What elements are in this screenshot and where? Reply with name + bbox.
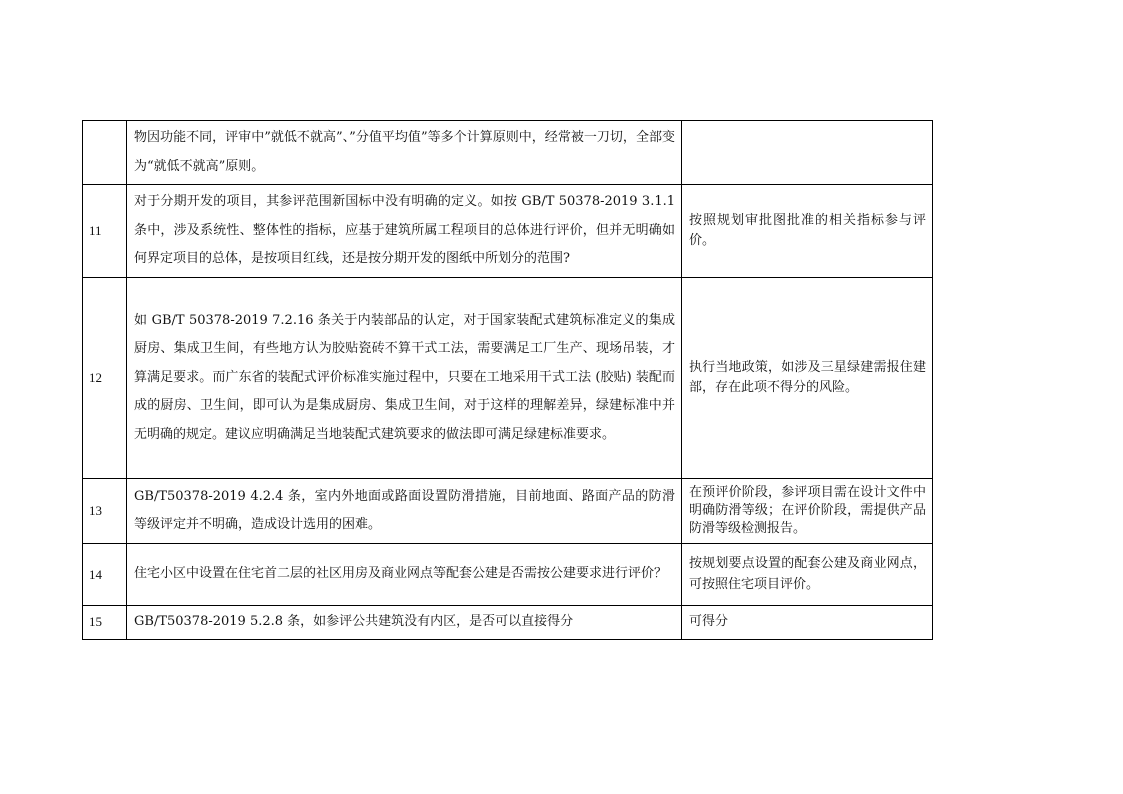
row-number: 13 xyxy=(83,479,127,544)
answer-cell: 按照规划审批图批准的相关指标参与评价。 xyxy=(682,185,933,278)
question-cell: 如 GB/T 50378-2019 7.2.16 条关于内装部品的认定，对于国家装配式建筑标准定义的集成厨房、集成卫生间，有些地方认为胶贴瓷砖不算干式工法，需要满足工厂生产、现场吊装，才算满足要求。而广东省的装配式评价标准实施过程中，只要在工地采用干式工法 (胶贴) 装配而成的厨房、卫生间，即可认为是集成厨房、集成卫生间，对于这样的理解差异，绿建标准中并无明确的规定。建议应明确满足当地装配式建筑要求的做法即可满足绿建标准要求。 xyxy=(127,278,682,479)
row-number: 11 xyxy=(83,185,127,278)
question-cell: 对于分期开发的项目，其参评范围新国标中没有明确的定义。如按 GB/T 50378-2019 3.1.1条中，涉及系统性、整体性的指标，应基于建筑所属工程项目的总体进行评价，但并无明确如何界定项目的总体，是按项目红线，还是按分期开发的图纸中所划分的范围? xyxy=(127,185,682,278)
row-number xyxy=(83,121,127,185)
table-row xyxy=(83,544,933,606)
row-number: 14 xyxy=(83,544,127,606)
qa-table xyxy=(82,120,933,640)
question-cell: GB/T50378-2019 5.2.8 条，如参评公共建筑没有内区，是否可以直接得分 xyxy=(127,606,682,640)
table-row xyxy=(83,121,933,185)
table-row xyxy=(83,185,933,278)
table-row xyxy=(83,606,933,640)
row-number: 15 xyxy=(83,606,127,640)
question-cell: 物因功能不同，评审中”就低不就高”、”分值平均值”等多个计算原则中，经常被一刀切，全部变为“就低不就高”原则。 xyxy=(127,121,682,185)
table-row xyxy=(83,479,933,544)
question-cell: 住宅小区中设置在住宅首二层的社区用房及商业网点等配套公建是否需按公建要求进行评价？ xyxy=(127,544,682,606)
answer-cell xyxy=(682,121,933,185)
table-row xyxy=(83,278,933,479)
answer-cell: 执行当地政策，如涉及三星绿建需报住建部，存在此项不得分的风险。 xyxy=(682,278,933,479)
row-number: 12 xyxy=(83,278,127,479)
answer-cell: 可得分 xyxy=(682,606,933,640)
question-cell: GB/T50378-2019 4.2.4 条，室内外地面或路面设置防滑措施，目前地面、路面产品的防滑等级评定并不明确，造成设计选用的困难。 xyxy=(127,479,682,544)
answer-cell: 按规划要点设置的配套公建及商业网点，可按照住宅项目评价。 xyxy=(682,544,933,606)
answer-cell: 在预评价阶段，参评项目需在设计文件中明确防滑等级；在评价阶段，需提供产品防滑等级检测报告。 xyxy=(682,479,933,544)
